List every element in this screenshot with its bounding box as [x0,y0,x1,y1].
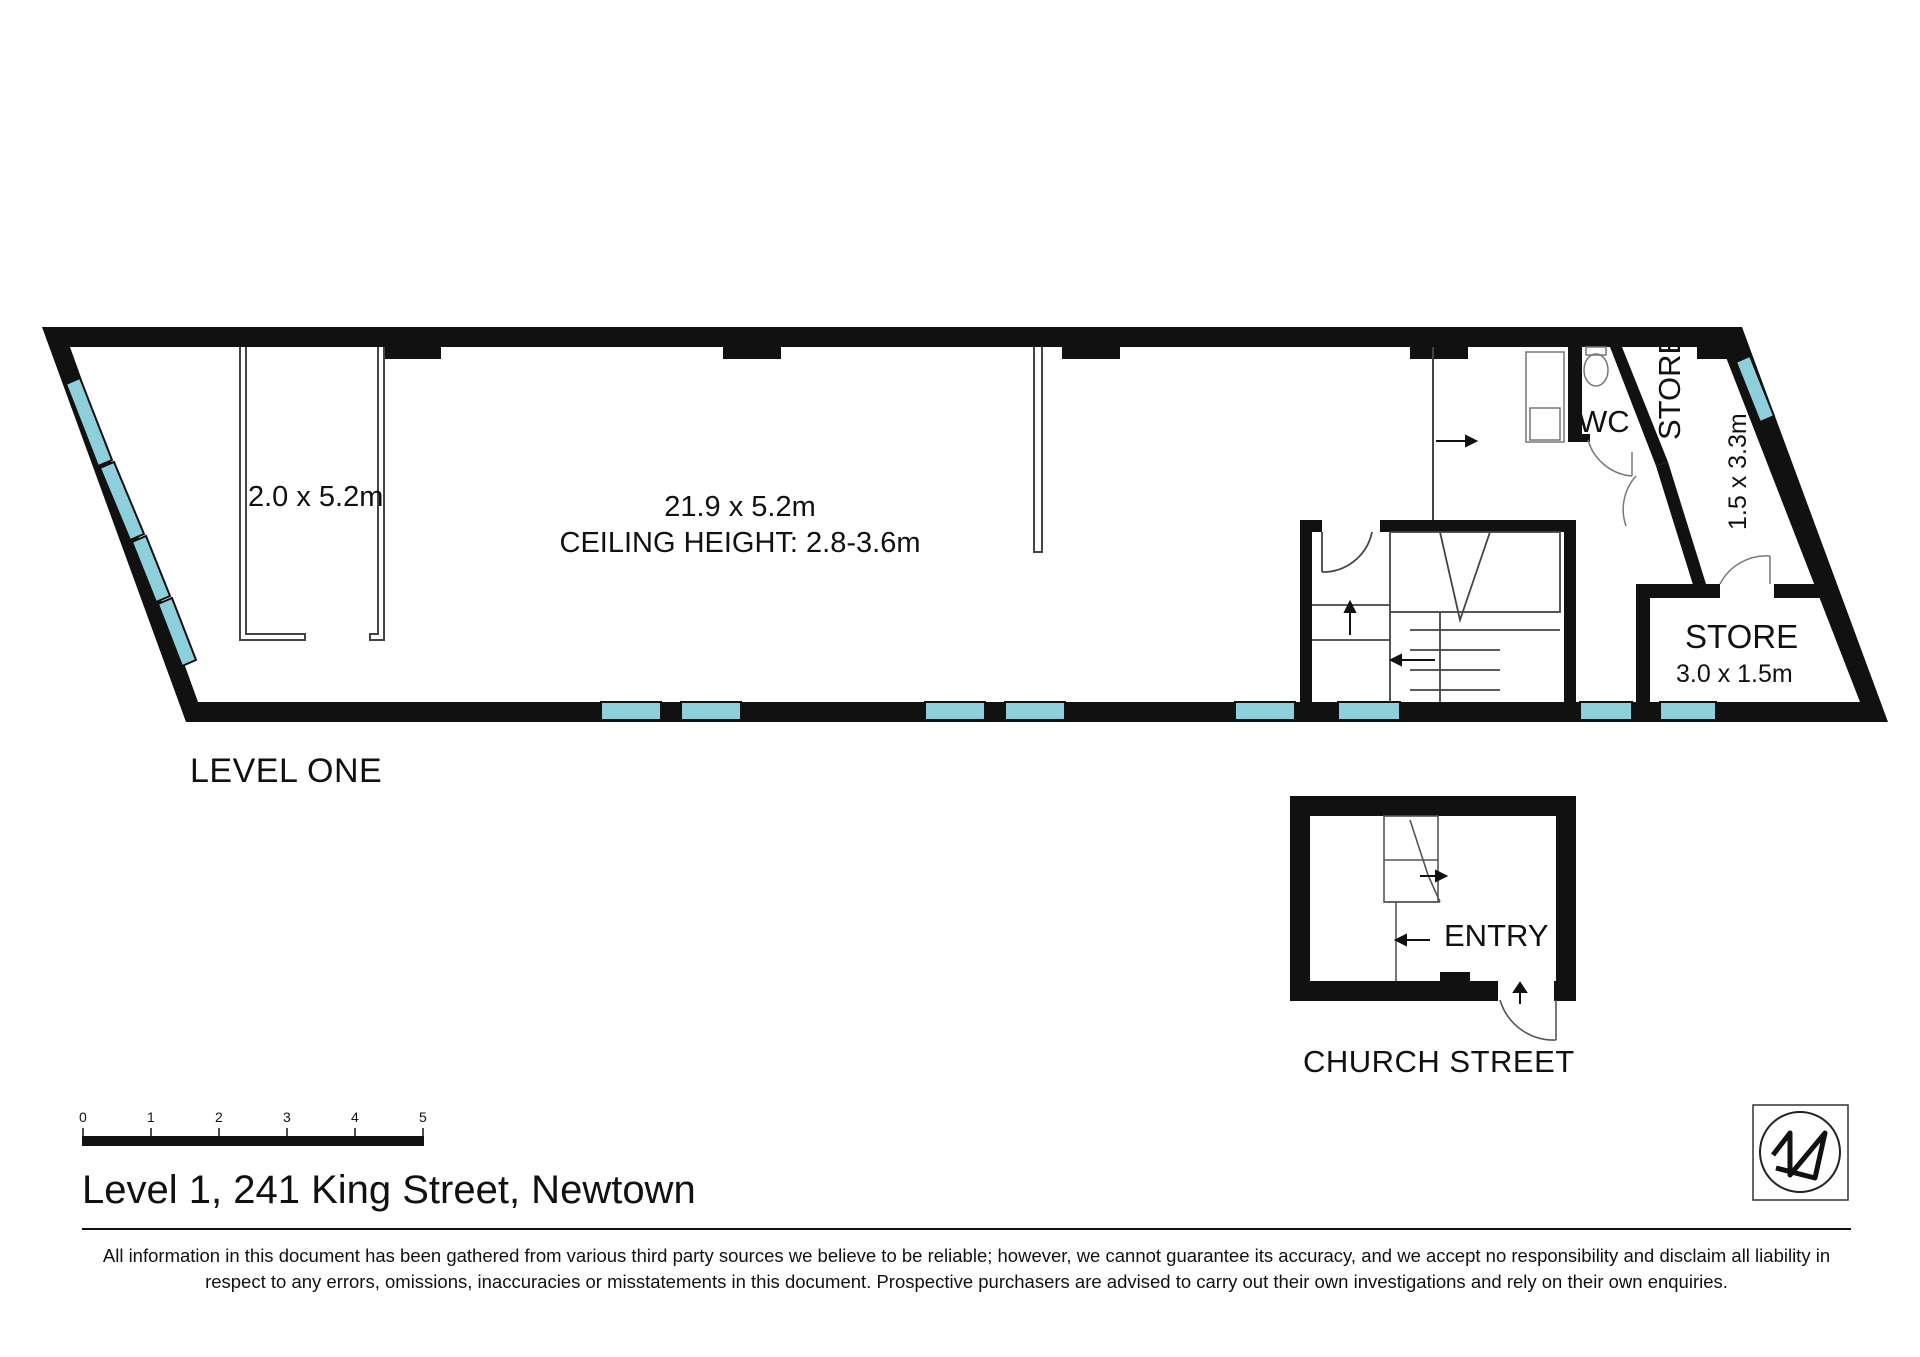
corridor-arrow [1436,436,1476,446]
store-lower-label: STORE [1685,618,1799,655]
wc-label: WC [1578,404,1630,439]
level-label: LEVEL ONE [190,752,383,790]
scale-tick: 3 [283,1109,291,1125]
disclaimer-text: All information in this document has been gathered from various third party sources we believe to be reliable; however, we cannot guarantee its accuracy, and we accept no responsibility and disclaim all liability in respect to any errors, omissions, inaccuracies or misstatements in this document. Prospective purchasers are advised to carry out their own investigations and rely on their own enquiries. [102,1245,1831,1292]
main-room-ceiling-height: CEILING HEIGHT: 2.8-3.6m [559,527,921,559]
small-room-dimensions: 2.0 x 5.2m [248,481,384,513]
scale-tick: 1 [147,1109,155,1125]
scale-tick: 0 [79,1109,87,1125]
exterior-walls [42,327,1888,722]
scale-tick: 4 [351,1109,359,1125]
store-upper-label: STORE [1652,333,1687,440]
plan-title: Level 1, 241 King Street, Newtown [82,1168,696,1212]
entry-label: ENTRY [1444,918,1549,953]
scale-tick: 5 [419,1109,427,1125]
store-lower-dimensions: 3.0 x 1.5m [1676,660,1793,688]
main-room-dimensions: 21.9 x 5.2m [664,491,816,523]
store-upper-dimensions: 1.5 x 3.3m [1724,413,1752,530]
north-arrow-icon [1753,1105,1848,1200]
windows-left [66,378,196,666]
stair-core [1300,518,1576,702]
scale-tick: 2 [215,1109,223,1125]
street-label: CHURCH STREET [1303,1044,1575,1079]
scale-bar [82,1128,424,1146]
